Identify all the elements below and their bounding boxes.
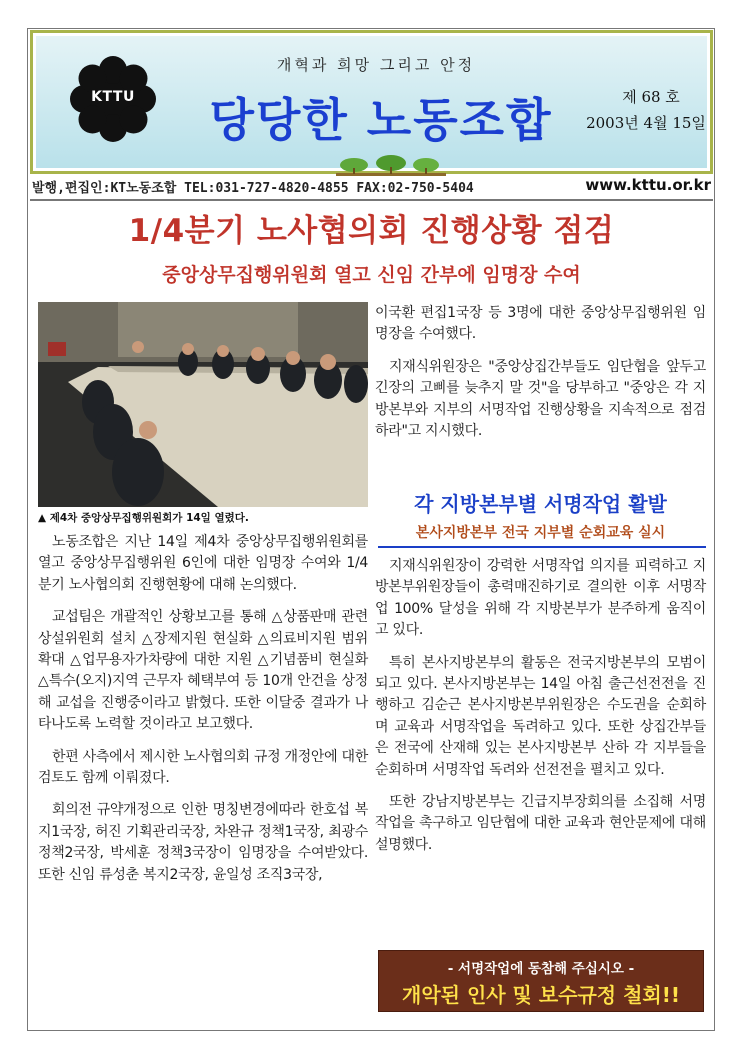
article-paragraph: 지재식위원장이 강력한 서명작업 의지를 피력하고 지방본부위원장들이 총력매진하기로 결의한 이후 서명작업 100% 달성을 위해 각 지방본부가 분주하게 움직이고 있다. [375,558,706,639]
banner-slogan: 개악된 인사 및 보수규정 철회!! [402,983,680,1007]
banner-call: - 서명작업에 동참해 주십시오 - [447,961,635,977]
masthead-background [36,36,707,168]
headline: 1/4분기 노사협의회 진행상황 점검 [128,213,615,249]
subheadline: 중앙상무집행위원회 열고 신임 간부에 임명장 수여 [162,264,581,286]
article-paragraph: 지재식위원장은 "중앙상집간부들도 임단협을 앞두고 긴장의 고삐를 늦추지 말 것"을 당부하고 "중앙은 각 지방본부와 지부의 서명작업 진행상황을 지속적으로 점검하라"고 지시했다. [375,358,706,440]
article-paragraph: 교섭팀은 개괄적인 상황보고를 통해 △상품판매 관련 상설위원회 설치 △장제지원 현실화 △의료비지원 범위 확대 △업무용자가차량에 대한 지원 △기념품비 현실화 △특수(오지)지역 근무자 혜택부여 등 10개 안건을 상정해 교섭을 진행중이라고 밝혔다. 또한 이달중 결과가 나타나도록 노력할 것이라고 보고했다. [38,609,368,733]
right-column-bottom [375,556,706,867]
trees-icon [336,154,446,176]
right-column-top [375,303,706,453]
section-divider [378,546,706,548]
article-paragraph: 또한 강남지방본부는 긴급지부장회의를 소집해 서명작업을 촉구하고 임단협에 대한 교육과 현안문제에 대해 설명했다. [375,794,706,853]
article-paragraph: 이국환 편집1국장 등 3명에 대한 중앙상무집행위원 임명장을 수여했다. [375,305,706,343]
article-paragraph: 특히 본사지방본부의 활동은 전국지방본부의 모범이 되고 있다. 본사지방본부는 14일 아침 출근선전전을 진행하고 김순근 본사지방본부위원장은 수도권을 순회하며 교육과 서명작업을 독려하고 있다. 또한 상집간부들은 전국에 산재해 있는 본사지방본부 산하 각 지부들을 순회하며 서명작업 독려와 선전전을 펼치고 있다. [375,654,706,778]
section-subtitle: 본사지방본부 전국 지부별 순회교육 실시 [415,525,666,541]
article-paragraph: 한편 사측에서 제시한 노사협의회 규정 개정안에 대한 검토도 함께 이뤄졌다. [38,748,368,787]
campaign-banner [378,950,704,1012]
publisher-info: 발행,편집인:KT노동조합 TEL:031-727-4820-4855 FAX:02-750-5404 [32,181,474,196]
publisher-bar [30,176,713,198]
issue-number: 제 68 호 [622,88,680,106]
section-title: 각 지방본부별 서명작업 활발 [414,492,667,516]
logo-text: KTTU [91,89,135,105]
header-divider [30,199,713,201]
photo-caption: ▲ 제4차 중앙상무집행위원회가 14일 열렸다. [38,512,249,524]
issue-date: 2003년 4월 15일 [586,114,706,132]
left-column [38,532,368,897]
article-paragraph: 노동조합은 지난 14일 제4차 중앙상무집행위원회를 열고 중앙상무집행위원 6인에 대한 임명장 수여와 1/4분기 노사협의회 진행현황에 대해 논의했다. [38,534,368,593]
website-link[interactable]: www.kttu.or.kr [585,176,711,194]
kttu-logo [68,54,158,144]
meeting-photo-image [38,302,368,507]
slogan: 개혁과 희망 그리고 안정 [276,56,476,74]
article-paragraph: 회의전 규약개정으로 인한 명칭변경에따라 한호섭 복지1국장, 허진 기획관리국장, 차완규 정책1국장, 최광수 정책2국장, 박세훈 정책3국장이 임명장을 수여받았다. 또한 신임 류성춘 복지2국장, 윤일성 조직3국장, [38,802,368,883]
meeting-photo [38,302,368,507]
masthead [30,30,713,174]
paper-name: 당당한 노동조합 [209,93,553,147]
